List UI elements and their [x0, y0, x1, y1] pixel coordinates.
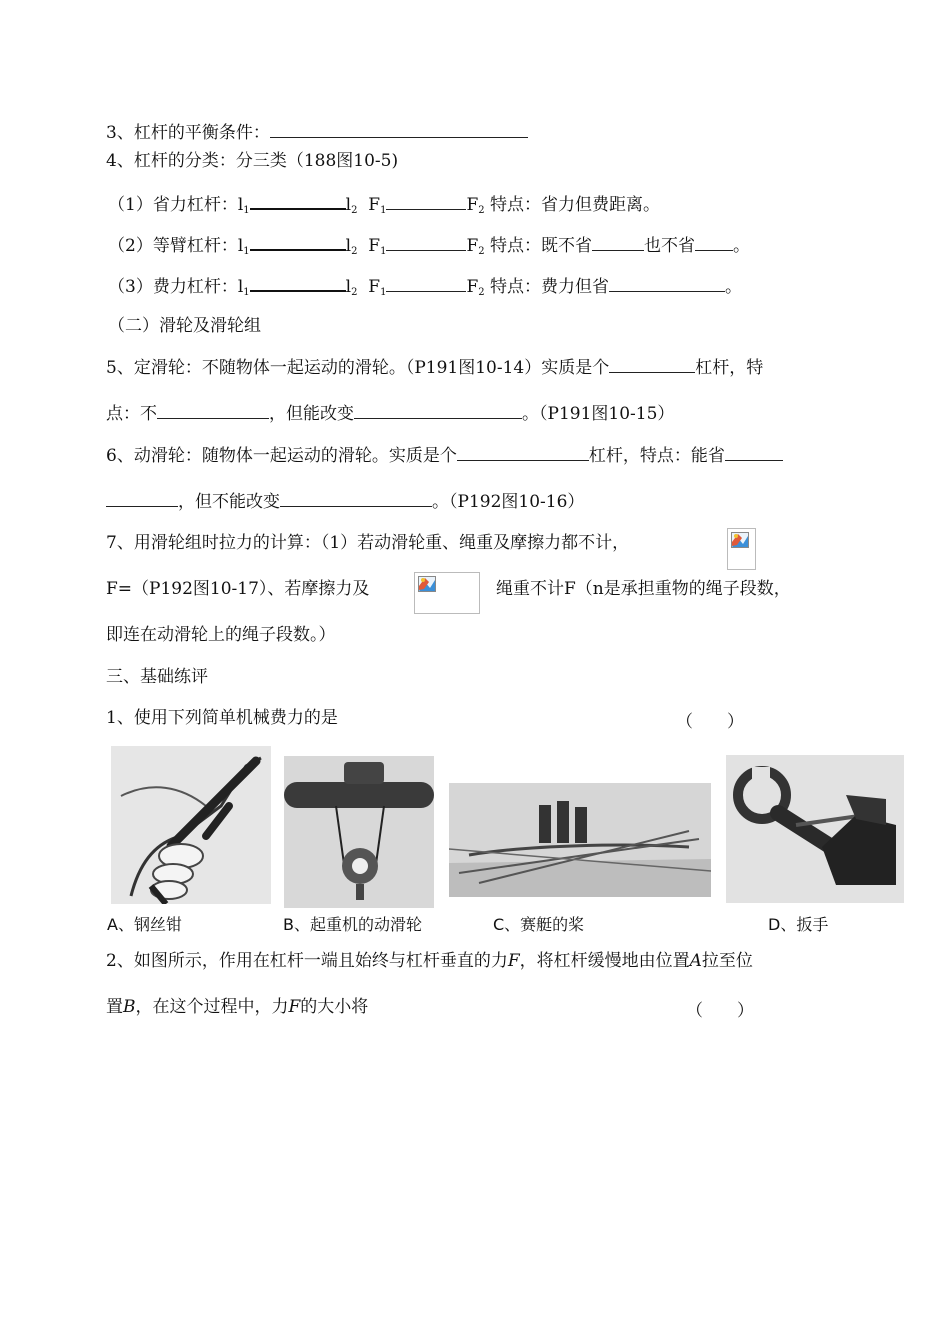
feature-text: 也不省: [644, 236, 696, 256]
item-4-lever-classification: [106, 150, 398, 172]
photo-rowing-oars: [449, 783, 711, 897]
item-7-continuation-end: [496, 578, 791, 600]
rowing-illustration: [449, 783, 711, 897]
answer-blank: [725, 444, 783, 461]
question-2-text: ，将杠杆缓慢地由位置: [519, 951, 690, 971]
photo-wrench: [726, 755, 904, 903]
subscript: 2: [351, 287, 358, 298]
class-2-equal-arm-lever: [108, 233, 750, 263]
answer-blank: [695, 234, 733, 251]
pliers-illustration: [111, 746, 271, 904]
item-7-cont-text: 绳重不计F（n是承担重物的绳子段数，: [496, 579, 791, 599]
heading-text: 三、基础练评: [106, 667, 208, 687]
subscript: 2: [478, 287, 485, 298]
section-basic-practice-heading: [106, 666, 208, 688]
answer-paren-text: （ ）: [686, 1001, 754, 1021]
feature-text: 特点：既不省: [490, 236, 593, 256]
subscript: 1: [243, 287, 250, 298]
punct: 。: [725, 277, 743, 297]
answer-blank: [386, 193, 466, 210]
answer-blank: [592, 234, 644, 251]
photo-crane-pulley: [284, 756, 434, 908]
caption-c: C、赛艇的桨: [493, 915, 585, 934]
class-1-force-saving-lever: [108, 192, 660, 222]
question-2-continuation: [106, 996, 368, 1018]
answer-blank: [280, 490, 432, 507]
item-7-pulley-block: [106, 532, 629, 554]
answer-blank: [106, 490, 178, 507]
question-2-text: 2、如图所示，作用在杠杆一端且始终与杠杆垂直的力: [106, 951, 508, 971]
caption-d: D、扳手: [768, 915, 829, 934]
item-5-text: 5、定滑轮：不随物体一起运动的滑轮。（P191图10-14）实质是个: [106, 358, 610, 378]
punct: 。: [733, 236, 751, 256]
item-3-text: 3、杠杆的平衡条件：: [106, 123, 270, 143]
item-6-continuation: [106, 490, 584, 513]
item-6-cont-text: ，但不能改变: [178, 492, 280, 512]
class-3-label: （3）费力杠杆：l: [108, 277, 244, 297]
class-3-force-costing-lever: [108, 274, 742, 304]
variable-b: B: [123, 997, 136, 1017]
symbol: l: [345, 195, 352, 215]
caption-a: A、钢丝钳: [107, 915, 182, 934]
variable-f: F: [507, 951, 520, 971]
subscript: 2: [351, 246, 358, 257]
variable-f: F: [288, 997, 301, 1017]
feature-text: 特点：省力但费距离。: [490, 195, 661, 215]
formula-image-placeholder: [414, 572, 480, 614]
symbol: F: [466, 195, 479, 215]
subscript: 2: [478, 205, 485, 216]
item-7-cont-text: 即连在动滑轮上的绳子段数。）: [106, 625, 336, 645]
crane-pulley-illustration: [284, 756, 434, 908]
symbol: F: [368, 195, 381, 215]
subscript: 1: [380, 246, 387, 257]
answer-parentheses: [686, 996, 754, 1021]
class-2-label: （2）等臂杠杆：l: [108, 236, 244, 256]
subscript: 1: [380, 205, 387, 216]
question-2: [106, 950, 753, 972]
answer-blank: [386, 234, 466, 251]
item-5-cont-text: ，但能改变: [269, 404, 354, 424]
question-2-text: 拉至位: [701, 951, 753, 971]
subscript: 1: [243, 205, 250, 216]
symbol: l: [345, 236, 352, 256]
item-5-continuation: [106, 402, 674, 425]
formula-image-placeholder: [727, 528, 756, 570]
answer-blank: [609, 356, 695, 373]
broken-image-icon: [418, 576, 436, 592]
subscript: 2: [351, 205, 358, 216]
broken-image-icon: [731, 532, 749, 548]
answer-blank: [250, 274, 346, 292]
item-6-movable-pulley: [106, 444, 783, 467]
class-1-label: （1）省力杠杆：l: [108, 195, 244, 215]
symbol: F: [466, 277, 479, 297]
item-5-text-end: 杠杆，特: [695, 358, 764, 378]
question-1: [106, 707, 338, 729]
subscript: 2: [478, 246, 485, 257]
item-4-text: 4、杠杆的分类：分三类（188图10-5): [106, 151, 399, 171]
item-6-text: 6、动滑轮：随物体一起运动的滑轮。实质是个: [106, 446, 457, 466]
answer-parentheses: [676, 707, 744, 732]
answer-blank: [609, 275, 725, 292]
item-7-cont-text: F=（P192图10-17）、若摩擦力及: [106, 579, 370, 599]
answer-blank: [354, 402, 522, 419]
answer-blank: [457, 444, 589, 461]
answer-blank: [250, 233, 346, 251]
variable-a: A: [689, 951, 702, 971]
subscript: 1: [380, 287, 387, 298]
feature-text: 特点：费力但省: [490, 277, 610, 297]
item-5-cont-text: 。（P191图10-15）: [522, 404, 675, 424]
item-6-text: 杠杆，特点：能省: [588, 446, 725, 466]
item-7-continuation-2: [106, 624, 336, 646]
answer-blank: [386, 275, 466, 292]
subscript: 1: [243, 246, 250, 257]
section-pulleys-heading: [108, 315, 261, 337]
question-2-text: 置: [106, 997, 123, 1017]
answer-paren-text: （ ）: [676, 712, 744, 732]
symbol: l: [345, 277, 352, 297]
symbol: F: [466, 236, 479, 256]
heading-text: （二）滑轮及滑轮组: [108, 316, 261, 336]
answer-blank: [157, 402, 269, 419]
item-5-fixed-pulley: [106, 356, 763, 379]
wrench-illustration: [726, 755, 904, 903]
item-6-cont-text: 。（P192图10-16）: [432, 492, 585, 512]
question-2-text: ，在这个过程中，力: [135, 997, 289, 1017]
item-7-continuation: [106, 578, 369, 600]
answer-blank: [250, 192, 346, 210]
photo-wire-pliers: [111, 746, 271, 904]
question-1-text: 1、使用下列简单机械费力的是: [106, 708, 338, 728]
question-2-text: 的大小将: [300, 997, 369, 1017]
item-7-text: 7、用滑轮组时拉力的计算：（1）若动滑轮重、绳重及摩擦力都不计，: [106, 533, 630, 553]
symbol: F: [368, 277, 381, 297]
symbol: F: [368, 236, 381, 256]
item-5-cont-text: 点：不: [106, 404, 157, 424]
caption-b: B、起重机的动滑轮: [283, 915, 422, 934]
answer-blank: [270, 121, 528, 138]
item-3-balance-condition: [106, 121, 528, 144]
